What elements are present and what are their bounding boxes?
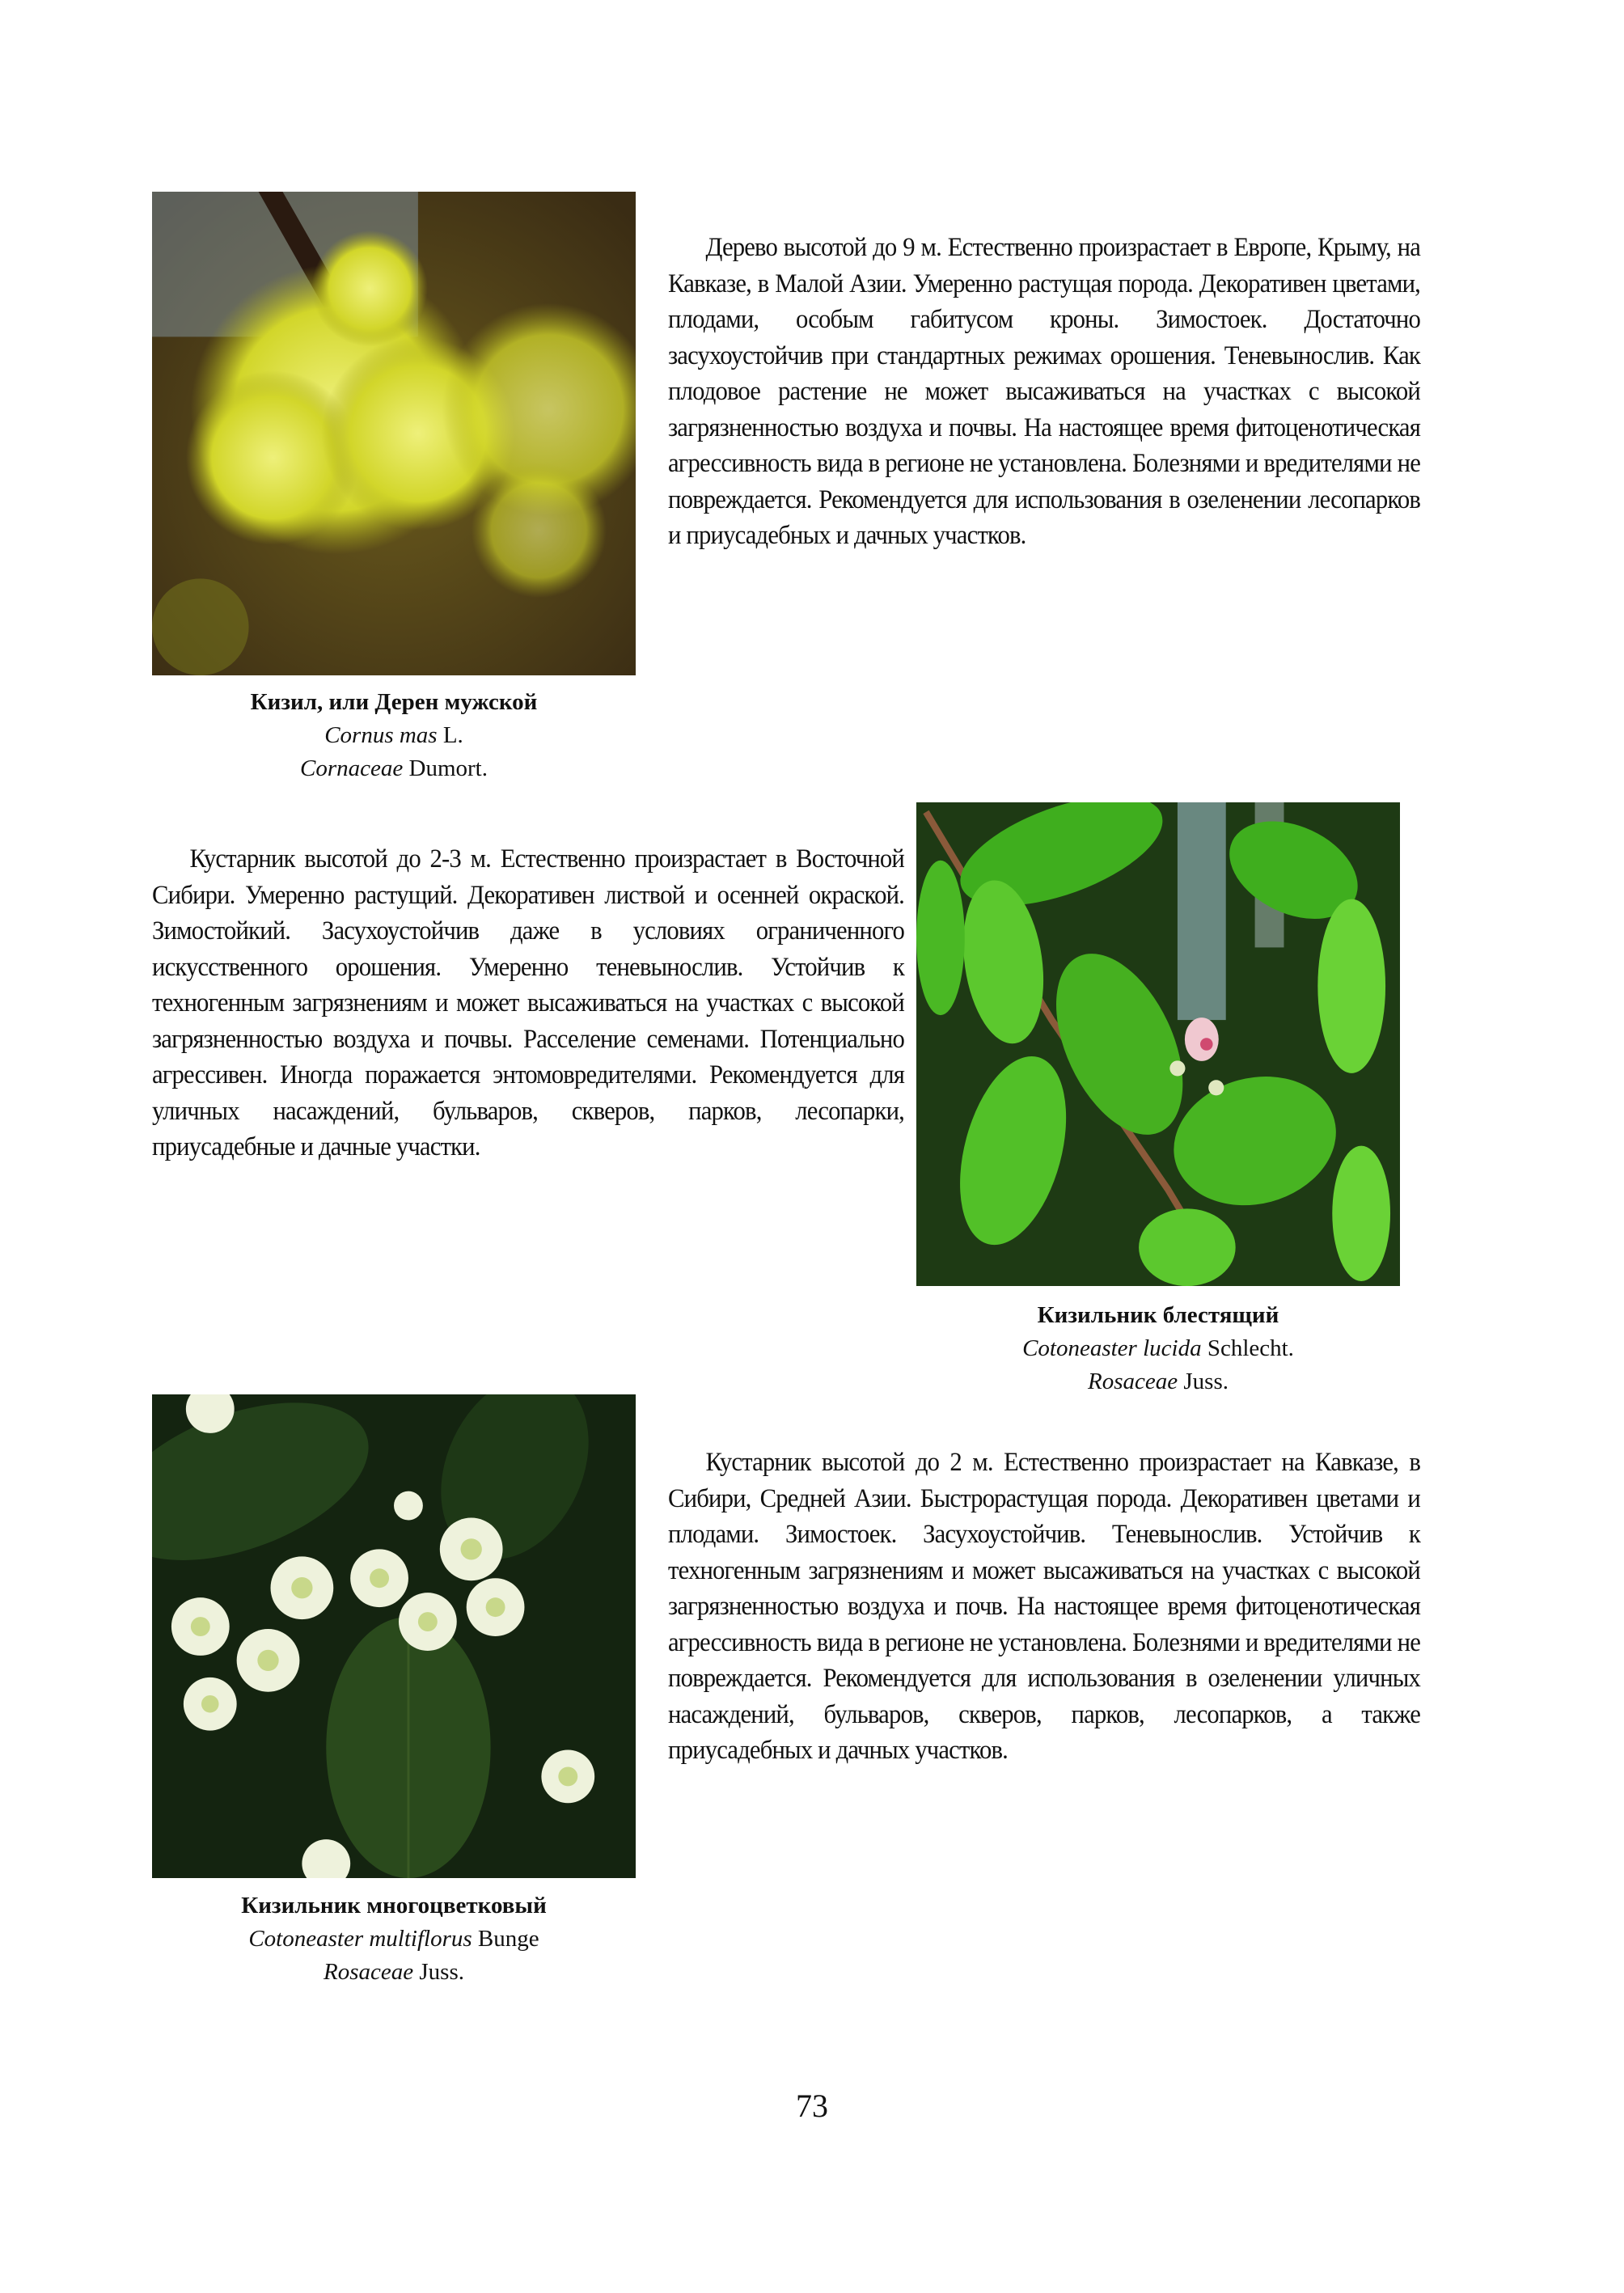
latin-species: Cotoneaster lucida [1022,1335,1202,1361]
latin-name [135,1923,653,1956]
caption-cotoneaster-multiflorus [135,1889,653,1989]
description-cotoneaster-lucida [152,841,904,1166]
latin-species: Cotoneaster multiflorus [248,1926,472,1952]
family-name [899,1365,1417,1398]
family-author: Dumort. [408,755,488,781]
description-paragraph: Кустарник высотой до 2 м. Естественно произрастает на Кавказе, в Сибири, Средней Азии. Быстрорастущая порода. Декоративен цветами и плодами. Зимостоек. Засухоустойчив. Теневынослив. Устойчив к техногенным загрязнениям и может высаживаться на участках с высокой загрязненностью воздуха и почв. На настоящее время фитоценотическая агрессивность вида в регионе не установлена. Болезнями и вредителями не повреждается. Рекомендуется для использования в озеленении уличных насаждений, бульваров, скверов, парков, лесопарков, а также приусадебных и дачных участков. [668,1448,1420,1765]
photo-cornus-mas [152,192,636,675]
family-author: Juss. [1183,1369,1229,1394]
family-author: Juss. [419,1959,464,1985]
latin-name [135,719,653,752]
common-name: Кизил, или Дерен мужской [250,689,538,715]
description-paragraph: Кустарник высотой до 2-3 м. Естественно произрастает в Восточной Сибири. Умеренно растущий. Декоративен листвой и осенней окраской. Зимостойкий. Засухоустойчив даже в условиях ограниченного искусственного орошения. Умеренно теневынослив. Устойчив к техногенным загрязнениям и может высаживаться на участках с высокой загрязненностью воздуха и почвы. Расселение семенами. Потенциально агрессивен. Иногда поражается энтомовредителями. Рекомендуется для уличных насаждений, бульваров, скверов, парков, лесопарки, приусадебные и дачные участки. [152,844,904,1161]
photo-cotoneaster-multiflorus [152,1394,636,1878]
common-name: Кизильник многоцветковый [241,1893,547,1919]
caption-cornus-mas [135,686,653,785]
family-name [135,1956,653,1989]
photo-yellow-flowers [152,192,636,675]
page-number: 73 [796,2088,828,2124]
latin-author: L. [442,722,463,748]
description-cotoneaster-multiflorus [668,1445,1420,1769]
family: Rosaceae [324,1959,414,1985]
photo-green-leaves [916,802,1400,1286]
photo-cotoneaster-lucida [916,802,1400,1286]
family-name [135,752,653,785]
common-name: Кизильник блестящий [1037,1302,1279,1328]
photo-white-flowers [152,1394,636,1878]
description-paragraph: Дерево высотой до 9 м. Естественно произрастает в Европе, Крыму, на Кавказе, в Малой Азии. Умеренно растущая порода. Декоративен цветами, плодами, особым габитусом кроны. Зимостоек. Достаточно засухоустойчив при стандартных режимах орошения. Теневынослив. Как плодовое растение не может высаживаться на участках с высокой загрязненностью воздуха и почвы. На настоящее время фитоценотическая агрессивность вида в регионе не установлена. Болезнями и вредителями не повреждается. Рекомендуется для использования в озеленении лесопарков и приусадебных и дачных участков. [668,233,1420,550]
caption-cotoneaster-lucida [899,1299,1417,1398]
family: Cornaceae [300,755,404,781]
latin-author: Bunge [477,1926,539,1952]
latin-species: Cornus mas [324,722,438,748]
family: Rosaceae [1088,1369,1178,1394]
latin-author: Schlecht. [1207,1335,1294,1361]
latin-name [899,1332,1417,1365]
description-cornus-mas [668,230,1420,554]
